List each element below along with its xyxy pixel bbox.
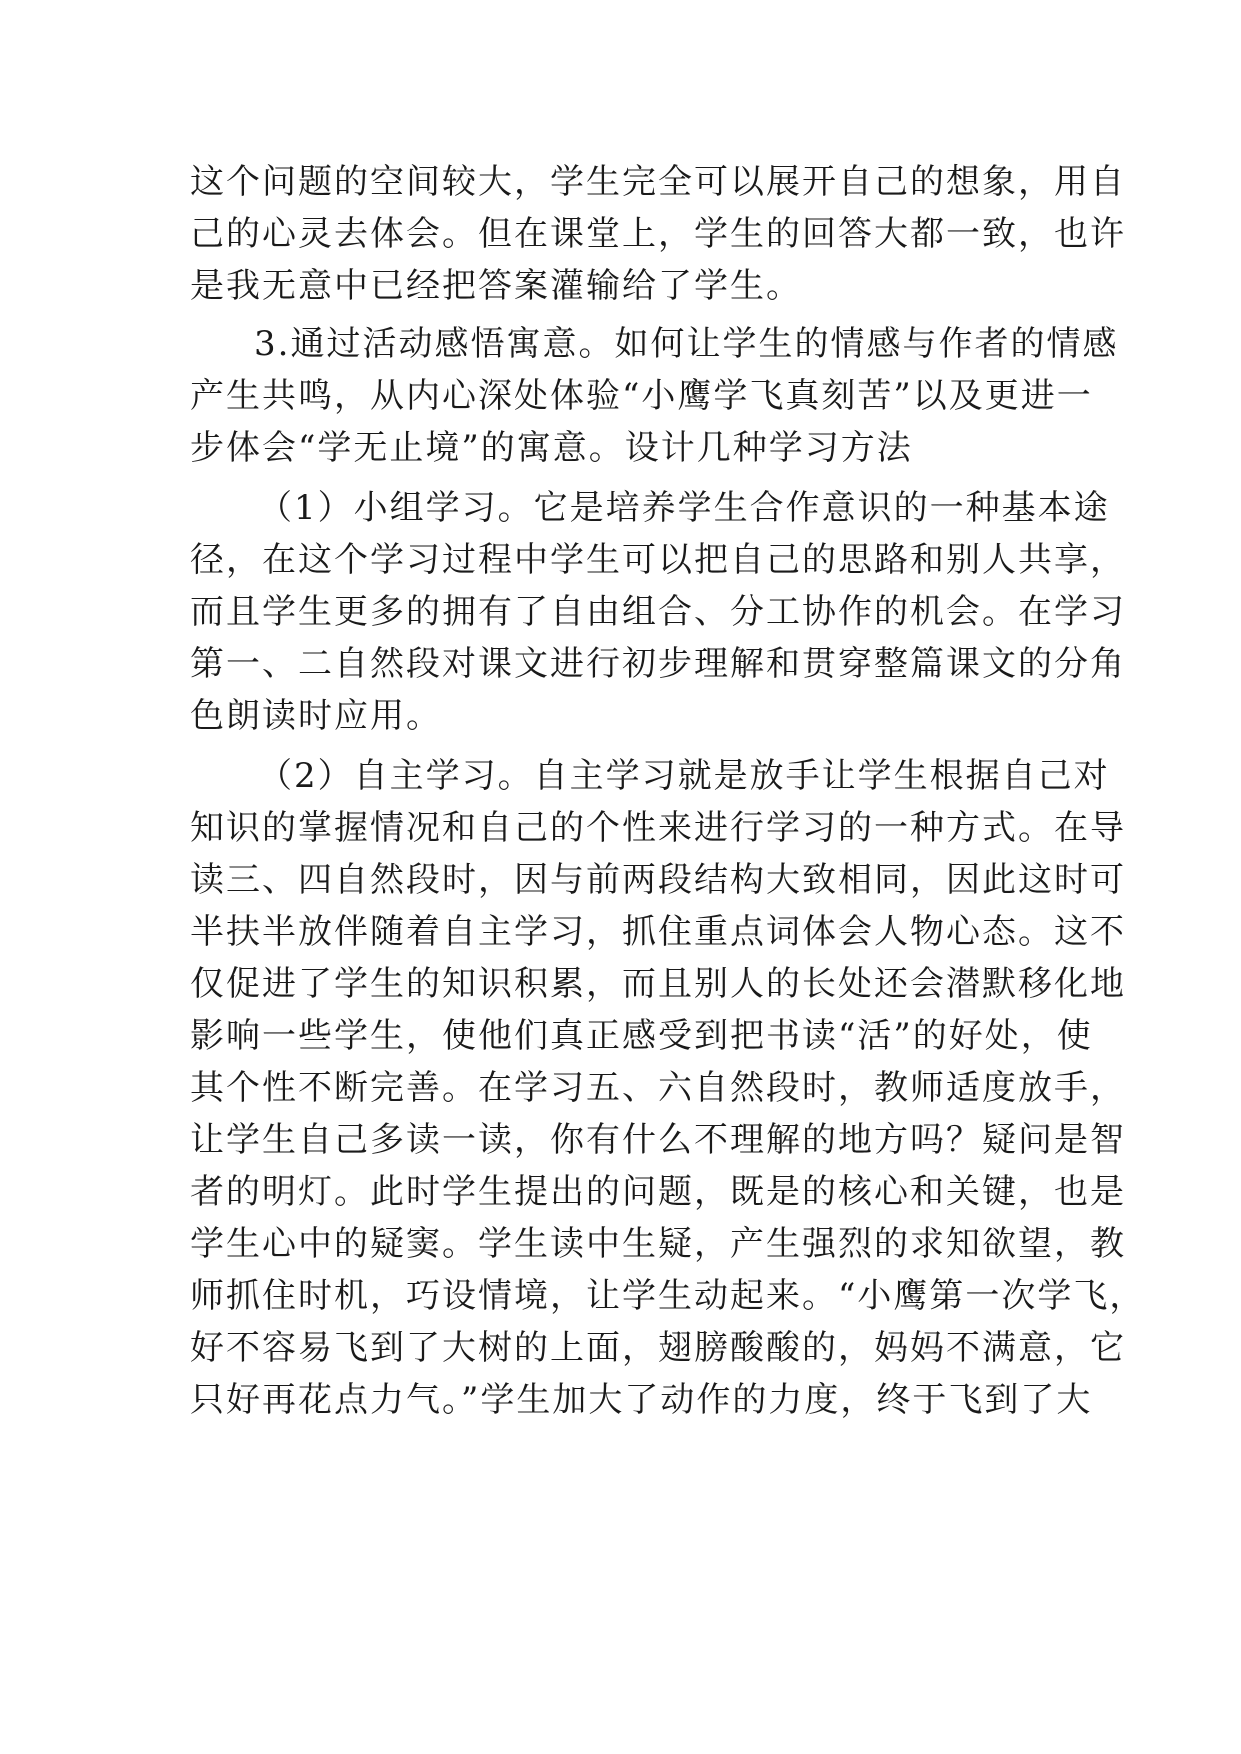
text-line: 学生心中的疑窦。学生读中生疑，产生强烈的求知欲望，教 [190,1224,1126,1264]
text-line: 3.通过活动感悟寓意。如何让学生的情感与作者的情感 [254,324,1119,364]
text-line: （2）自主学习。自主学习就是放手让学生根据自己对 [258,756,1110,796]
document-body [190,156,1146,1426]
text-line: 色朗读时应用。 [190,696,442,736]
paragraph-continuation [190,156,1126,312]
text-line: 这个问题的空间较大，学生完全可以展开自己的想象，用自 [190,162,1126,202]
text-line: 好不容易飞到了大树的上面，翅膀酸酸的，妈妈不满意，它 [190,1328,1126,1368]
text-line: 影响一些学生，使他们真正感受到把书读“活”的好处，使 [190,1016,1093,1056]
text-line: 径，在这个学习过程中学生可以把自己的思路和别人共享， [190,540,1126,580]
text-line: 半扶半放伴随着自主学习，抓住重点词体会人物心态。这不 [190,912,1126,952]
paragraph-group-study [190,482,1126,742]
text-line: 其个性不断完善。在学习五、六自然段时，教师适度放手， [190,1068,1126,1108]
text-line: 而且学生更多的拥有了自由组合、分工协作的机会。在学习 [190,592,1126,632]
text-line: 己的心灵去体会。但在课堂上，学生的回答大都一致，也许 [190,214,1126,254]
text-line: 产生共鸣，从内心深处体验“小鹰学飞真刻苦”以及更进一 [190,376,1093,416]
text-line: （1）小组学习。它是培养学生合作意识的一种基本途 [258,488,1110,528]
text-line: 步体会“学无止境”的寓意。设计几种学习方法 [190,428,913,468]
paragraph-self-study [190,750,1146,1426]
text-line: 读三、四自然段时，因与前两段结构大致相同，因此这时可 [190,860,1126,900]
text-line: 第一、二自然段对课文进行初步理解和贯穿整篇课文的分角 [190,644,1126,684]
text-line: 仅促进了学生的知识积累，而且别人的长处还会潜默移化地 [190,964,1126,1004]
text-line: 师抓住时机，巧设情境，让学生动起来。“小鹰第一次学飞， [190,1276,1146,1316]
text-line: 者的明灯。此时学生提出的问题，既是的核心和关键，也是 [190,1172,1126,1212]
text-line: 只好再花点力气。”学生加大了动作的力度，终于飞到了大 [190,1380,1093,1420]
text-line: 是我无意中已经把答案灌输给了学生。 [190,266,802,306]
paragraph-section-3 [190,318,1119,474]
text-line: 知识的掌握情况和自己的个性来进行学习的一种方式。在导 [190,808,1126,848]
text-line: 让学生自己多读一读，你有什么不理解的地方吗？疑问是智 [190,1120,1126,1160]
